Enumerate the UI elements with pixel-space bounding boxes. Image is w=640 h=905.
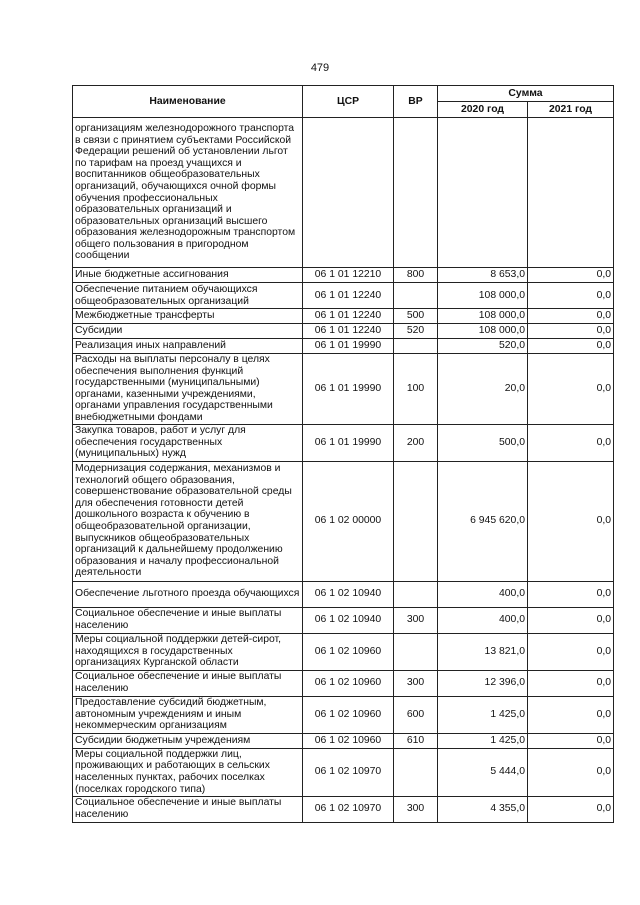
row-amount-2020: 500,0 [438, 424, 528, 461]
row-amount-2021: 0,0 [528, 748, 614, 796]
row-name: Обеспечение питанием обучающихся общеобразовательных организаций [73, 283, 303, 309]
row-vr: 520 [394, 324, 438, 339]
row-csr: 06 1 01 12240 [303, 324, 394, 339]
row-amount-2021: 0,0 [528, 607, 614, 633]
row-name: Иные бюджетные ассигнования [73, 268, 303, 283]
row-amount-2021: 0,0 [528, 283, 614, 309]
row-vr [394, 633, 438, 670]
row-name: Предоставление субсидий бюджетным, автономным учреждениям и иным некоммерческим организациям [73, 696, 303, 733]
row-csr: 06 1 02 10960 [303, 670, 394, 696]
row-csr: 06 1 02 10940 [303, 581, 394, 607]
table-row [73, 607, 614, 633]
row-name: Расходы на выплаты персоналу в целях обеспечения выполнения функций государственными (муниципальными) органами, казенными учреждениями, органами управления государственными внебюджетными фондами [73, 354, 303, 425]
row-amount-2021: 0,0 [528, 696, 614, 733]
row-name: Социальное обеспечение и иные выплаты населению [73, 607, 303, 633]
row-csr: 06 1 01 12240 [303, 309, 394, 324]
row-amount-2020: 13 821,0 [438, 633, 528, 670]
row-amount-2021: 0,0 [528, 733, 614, 748]
budget-table [72, 85, 614, 823]
table-row [73, 461, 614, 581]
table-row [73, 633, 614, 670]
row-amount-2020: 1 425,0 [438, 696, 528, 733]
row-amount-2020: 5 444,0 [438, 748, 528, 796]
row-vr: 300 [394, 796, 438, 822]
row-amount-2020: 20,0 [438, 354, 528, 425]
row-csr: 06 1 02 10940 [303, 607, 394, 633]
row-amount-2020: 1 425,0 [438, 733, 528, 748]
row-amount-2020: 108 000,0 [438, 324, 528, 339]
table-row [73, 354, 614, 425]
row-name: Реализация иных направлений [73, 339, 303, 354]
row-csr: 06 1 02 10960 [303, 696, 394, 733]
row-vr [394, 461, 438, 581]
table-row [73, 324, 614, 339]
row-vr [394, 748, 438, 796]
row-amount-2020: 8 653,0 [438, 268, 528, 283]
table-row [73, 733, 614, 748]
table-row [73, 118, 614, 268]
row-name: Субсидии бюджетным учреждениям [73, 733, 303, 748]
row-amount-2021: 0,0 [528, 424, 614, 461]
row-amount-2020 [438, 118, 528, 268]
row-vr: 200 [394, 424, 438, 461]
row-name: Меры социальной поддержки детей-сирот, находящихся в государственных организациях Курганской области [73, 633, 303, 670]
row-vr: 500 [394, 309, 438, 324]
row-vr [394, 581, 438, 607]
row-vr: 800 [394, 268, 438, 283]
table-row [73, 268, 614, 283]
row-csr: 06 1 02 10960 [303, 733, 394, 748]
row-vr [394, 118, 438, 268]
table-row [73, 309, 614, 324]
row-vr: 100 [394, 354, 438, 425]
row-csr: 06 1 02 10970 [303, 748, 394, 796]
row-amount-2020: 520,0 [438, 339, 528, 354]
row-amount-2021: 0,0 [528, 461, 614, 581]
table-row [73, 696, 614, 733]
row-name: Меры социальной поддержки лиц, проживающих и работающих в сельских населенных пунктах, рабочих поселках (поселках городского типа) [73, 748, 303, 796]
table-row [73, 424, 614, 461]
header-csr: ЦСР [303, 86, 394, 118]
row-vr [394, 283, 438, 309]
row-name: Межбюджетные трансферты [73, 309, 303, 324]
row-name: Обеспечение льготного проезда обучающихся [73, 581, 303, 607]
table-row [73, 339, 614, 354]
row-csr: 06 1 01 19990 [303, 424, 394, 461]
row-csr [303, 118, 394, 268]
row-amount-2020: 400,0 [438, 581, 528, 607]
table-row [73, 283, 614, 309]
row-amount-2020: 400,0 [438, 607, 528, 633]
row-amount-2020: 108 000,0 [438, 283, 528, 309]
row-amount-2020: 12 396,0 [438, 670, 528, 696]
header-year-2020: 2020 год [438, 102, 528, 118]
row-name: Социальное обеспечение и иные выплаты населению [73, 670, 303, 696]
header-sum: Сумма [438, 86, 614, 102]
table-row [73, 748, 614, 796]
row-csr: 06 1 01 12240 [303, 283, 394, 309]
row-csr: 06 1 02 00000 [303, 461, 394, 581]
row-csr: 06 1 01 19990 [303, 354, 394, 425]
row-amount-2021: 0,0 [528, 670, 614, 696]
row-amount-2021: 0,0 [528, 354, 614, 425]
table-body [73, 118, 614, 823]
header-year-2021: 2021 год [528, 102, 614, 118]
row-name: Модернизация содержания, механизмов и технологий общего образования, совершенствование образовательной среды для обеспечения готовности детей дошкольного возраста к обучению в общеобразовательной организации, выпускников общеобразовательных организаций к дальнейшему продолжению образования и началу профессиональной деятельности [73, 461, 303, 581]
header-vr: ВР [394, 86, 438, 118]
row-csr: 06 1 02 10960 [303, 633, 394, 670]
row-amount-2020: 6 945 620,0 [438, 461, 528, 581]
row-amount-2021 [528, 118, 614, 268]
row-amount-2021: 0,0 [528, 339, 614, 354]
row-amount-2021: 0,0 [528, 268, 614, 283]
row-amount-2020: 4 355,0 [438, 796, 528, 822]
row-csr: 06 1 01 19990 [303, 339, 394, 354]
row-amount-2020: 108 000,0 [438, 309, 528, 324]
row-vr: 300 [394, 607, 438, 633]
table-row [73, 796, 614, 822]
row-vr: 610 [394, 733, 438, 748]
row-amount-2021: 0,0 [528, 796, 614, 822]
row-vr [394, 339, 438, 354]
row-amount-2021: 0,0 [528, 581, 614, 607]
row-amount-2021: 0,0 [528, 324, 614, 339]
row-amount-2021: 0,0 [528, 309, 614, 324]
table-header [73, 86, 614, 118]
row-name: организациям железнодорожного транспорта в связи с принятием субъектами Российской Федерации решений об установлении льгот по тарифам на проезд учащихся и воспитанников общеобразовательных организаций, обучающихся очной формы обучения профессиональных образовательных организаций и образовательных организаций высшего образования железнодорожным транспортом общего пользования в пригородном сообщении [73, 118, 303, 268]
row-vr: 600 [394, 696, 438, 733]
table-row [73, 670, 614, 696]
row-vr: 300 [394, 670, 438, 696]
row-name: Закупка товаров, работ и услуг для обеспечения государственных (муниципальных) нужд [73, 424, 303, 461]
row-name: Социальное обеспечение и иные выплаты населению [73, 796, 303, 822]
row-csr: 06 1 01 12210 [303, 268, 394, 283]
page-number: 479 [310, 62, 330, 74]
row-csr: 06 1 02 10970 [303, 796, 394, 822]
table-row [73, 581, 614, 607]
row-name: Субсидии [73, 324, 303, 339]
row-amount-2021: 0,0 [528, 633, 614, 670]
header-name: Наименование [73, 86, 303, 118]
